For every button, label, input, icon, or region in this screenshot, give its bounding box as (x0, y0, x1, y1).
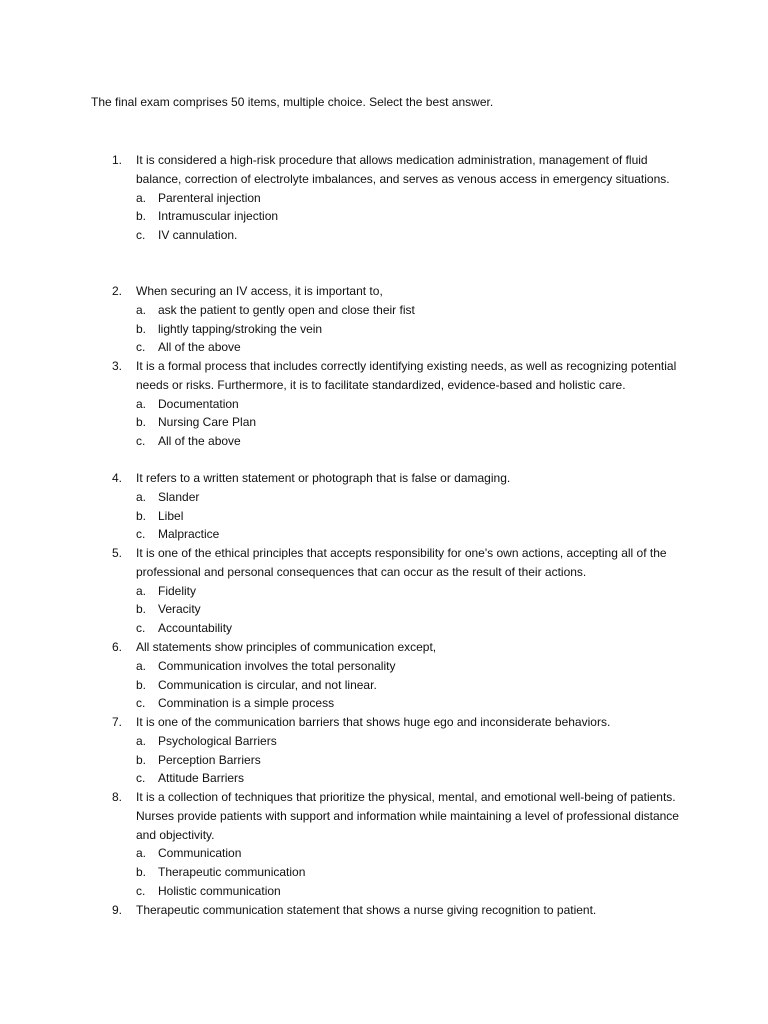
question-number: 6. (112, 640, 123, 654)
option-text: Fidelity (158, 583, 197, 598)
option-c (136, 694, 682, 713)
option-text: IV cannulation. (158, 228, 238, 243)
option-b (136, 507, 682, 526)
option-c (136, 226, 682, 245)
option-letter: c. (136, 340, 146, 355)
option-text: Documentation (158, 396, 239, 411)
option-b (136, 413, 682, 432)
option-text: Veracity (158, 602, 201, 617)
option-text: Psychological Barriers (158, 733, 277, 748)
question-number: 1. (112, 153, 123, 167)
option-letter: a. (136, 396, 147, 411)
option-letter: c. (136, 434, 146, 449)
option-text: Holistic communication (158, 883, 281, 898)
option-letter: c. (136, 696, 146, 711)
question-1 (112, 151, 682, 245)
question-text: It is considered a high-risk procedure that allows medication administration, management of fluid balance, correction of electrolyte imbalances, and serves as venous access in emergency situations. (136, 153, 670, 186)
exam-instructions: The final exam comprises 50 items, multiple choice. Select the best answer. (91, 95, 494, 109)
option-a (136, 189, 682, 208)
question-6 (112, 638, 682, 713)
question-2 (112, 282, 682, 357)
question-9 (112, 901, 682, 920)
option-letter: a. (136, 190, 147, 205)
question-text: Therapeutic communication statement that shows a nurse giving recognition to patient. (136, 903, 597, 917)
option-a (136, 732, 682, 751)
option-letter: c. (136, 771, 146, 786)
option-letter: a. (136, 658, 147, 673)
option-letter: a. (136, 733, 147, 748)
option-c (136, 769, 682, 788)
option-a (136, 844, 682, 863)
question-text: All statements show principles of communication except, (136, 640, 437, 654)
option-letter: b. (136, 209, 147, 224)
question-8 (112, 788, 682, 901)
question-3 (112, 357, 682, 451)
option-c (136, 338, 682, 357)
option-letter: c. (136, 228, 146, 243)
option-text: Malpractice (158, 527, 220, 542)
option-letter: c. (136, 883, 146, 898)
option-letter: a. (136, 302, 147, 317)
option-text: Slander (158, 489, 200, 504)
question-text: When securing an IV access, it is important to, (136, 284, 383, 298)
option-letter: b. (136, 602, 147, 617)
option-text: All of the above (158, 434, 241, 449)
option-text: Communication involves the total personality (158, 658, 396, 673)
option-letter: a. (136, 489, 147, 504)
option-c (136, 432, 682, 451)
question-number: 3. (112, 359, 123, 373)
option-letter: c. (136, 621, 146, 636)
question-number: 5. (112, 546, 123, 560)
option-letter: b. (136, 865, 147, 880)
option-c (136, 525, 682, 544)
question-number: 2. (112, 284, 123, 298)
option-text: Therapeutic communication (158, 865, 306, 880)
question-text: It is a formal process that includes correctly identifying existing needs, as well as recognizing potential needs or risks. Furthermore, it is to facilitate standardized, evidence-based and holistic care. (136, 359, 677, 392)
option-a (136, 301, 682, 320)
option-b (136, 676, 682, 695)
question-text: It is one of the ethical principles that accepts responsibility for one's own actions, accepting all of the professional and personal consequences that can occur as the result of their actions. (136, 546, 667, 579)
option-text: All of the above (158, 340, 241, 355)
option-text: Communication (158, 846, 242, 861)
option-text: Parenteral injection (158, 190, 261, 205)
option-letter: b. (136, 677, 147, 692)
question-text: It is a collection of techniques that prioritize the physical, mental, and emotional well-being of patients. Nurses provide patients with support and information while maintaining a level of professional distance and objectivity. (136, 790, 679, 842)
option-a (136, 395, 682, 414)
option-a (136, 488, 682, 507)
option-a (136, 657, 682, 676)
option-b (136, 863, 682, 882)
option-text: Attitude Barriers (158, 771, 245, 786)
option-b (136, 600, 682, 619)
question-text: It refers to a written statement or photograph that is false or damaging. (136, 471, 511, 485)
question-number: 9. (112, 903, 123, 917)
option-letter: a. (136, 583, 147, 598)
option-c (136, 619, 682, 638)
option-text: Libel (158, 508, 184, 523)
option-letter: b. (136, 321, 147, 336)
option-b (136, 320, 682, 339)
option-b (136, 751, 682, 770)
option-text: ask the patient to gently open and close their fist (158, 302, 415, 317)
option-letter: b. (136, 415, 147, 430)
question-5 (112, 544, 682, 638)
option-text: Nursing Care Plan (158, 415, 257, 430)
option-letter: c. (136, 527, 146, 542)
option-letter: a. (136, 846, 147, 861)
question-text: It is one of the communication barriers that shows huge ego and inconsiderate behaviors. (136, 715, 611, 729)
question-4 (112, 469, 682, 544)
option-letter: b. (136, 508, 147, 523)
option-text: Perception Barriers (158, 752, 261, 767)
option-letter: b. (136, 752, 147, 767)
option-c (136, 882, 682, 901)
option-text: Commination is a simple process (158, 696, 335, 711)
option-b (136, 207, 682, 226)
question-number: 4. (112, 471, 123, 485)
option-a (136, 582, 682, 601)
question-number: 8. (112, 790, 123, 804)
option-text: Communication is circular, and not linear. (158, 677, 377, 692)
question-7 (112, 713, 682, 788)
option-text: Accountability (158, 621, 233, 636)
option-text: lightly tapping/stroking the vein (158, 321, 323, 336)
question-number: 7. (112, 715, 123, 729)
option-text: Intramuscular injection (158, 209, 279, 224)
